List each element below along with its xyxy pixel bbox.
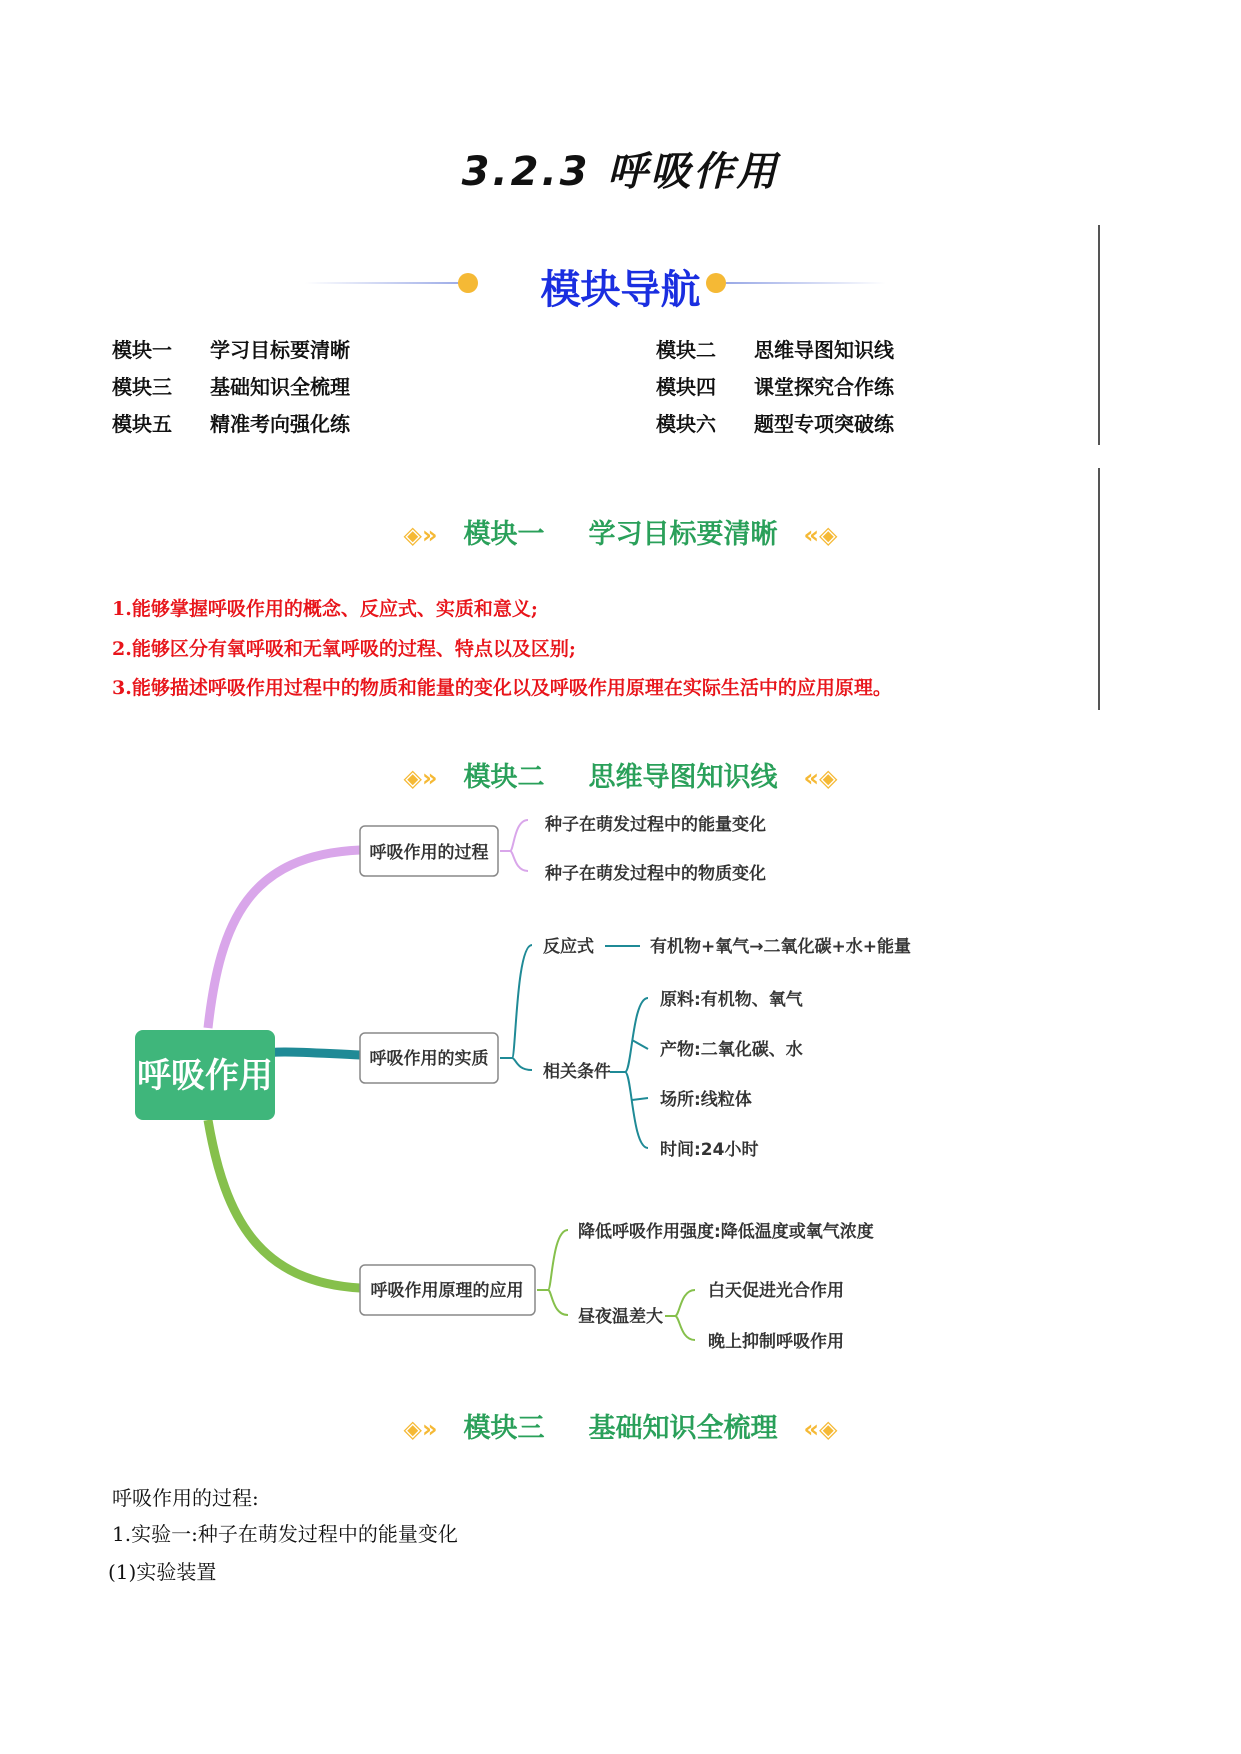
section-name: 思维导图知识线 [588, 762, 778, 793]
body-item-1: 1.实验一:种子在萌发过程中的能量变化 [112, 1522, 458, 1546]
condition-item: 时间:24小时 [660, 1140, 759, 1160]
nav-item-num: 模块四 [656, 375, 716, 399]
page-title: 3.2.3 呼吸作用 [461, 149, 780, 195]
nav-item-2[interactable] [656, 334, 894, 363]
ornament-icon: «◈ [803, 764, 838, 792]
nav-item-num: 模块三 [112, 375, 172, 399]
ornament-icon: «◈ [803, 521, 838, 549]
nav-item-label: 思维导图知识线 [754, 338, 894, 362]
conditions-label: 相关条件 [543, 1062, 611, 1082]
reaction-formula: 有机物+氧气→二氧化碳+水+能量 [650, 937, 911, 957]
section-name: 学习目标要清晰 [588, 519, 778, 550]
nav-item-num: 模块五 [112, 412, 172, 436]
condition-item: 产物:二氧化碳、水 [660, 1040, 803, 1060]
section-header-3 [0, 1406, 1241, 1445]
section-name: 基础知识全梳理 [588, 1413, 778, 1444]
branch-1-leaf: 种子在萌发过程中的物质变化 [545, 864, 766, 884]
nav-item-label: 课堂探究合作练 [754, 375, 894, 399]
nav-item-4[interactable] [656, 371, 894, 400]
condition-item: 场所:线粒体 [660, 1090, 752, 1110]
branch-1-bracket [500, 820, 528, 871]
branch-1-label: 呼吸作用的过程 [369, 843, 489, 863]
root-label: 呼吸作用 [137, 1056, 273, 1096]
section-header-1 [0, 512, 1241, 551]
branch-3-sub-label: 昼夜温差大 [578, 1307, 663, 1327]
branch-3-bracket [537, 1230, 568, 1315]
body-item-1-sub: (1)实验装置 [108, 1560, 217, 1584]
section-header-2 [0, 755, 1241, 794]
nav-item-5[interactable] [112, 408, 350, 437]
goal-item-1: 1.能够掌握呼吸作用的概念、反应式、实质和意义; [112, 598, 538, 620]
branch-3-sub-leaf: 晚上抑制呼吸作用 [708, 1332, 844, 1352]
ornament-icon: «◈ [803, 1415, 838, 1443]
nav-item-label: 学习目标要清晰 [210, 338, 350, 362]
mind-map [120, 800, 940, 1360]
branch-3-connector [208, 1120, 360, 1288]
goal-item-3: 3.能够描述呼吸作用过程中的物质和能量的变化以及呼吸作用原理在实际生活中的应用原理。 [112, 677, 892, 699]
condition-item: 原料:有机物、氧气 [660, 990, 803, 1010]
branch-3-sub-bracket [665, 1290, 695, 1340]
nav-item-num: 模块一 [112, 338, 172, 362]
ornament-icon: ◈» [403, 521, 438, 549]
section-num: 模块二 [463, 762, 545, 793]
branch-1-leaf: 种子在萌发过程中的能量变化 [545, 815, 766, 835]
branch-3-label: 呼吸作用原理的应用 [370, 1281, 524, 1301]
nav-item-3[interactable] [112, 371, 350, 400]
branch-2-label: 呼吸作用的实质 [369, 1049, 489, 1069]
body-heading: 呼吸作用的过程: [112, 1486, 259, 1510]
nav-item-1[interactable] [112, 334, 350, 363]
section-num: 模块一 [463, 519, 545, 550]
nav-item-label: 精准考向强化练 [210, 412, 350, 436]
ornament-icon: ◈» [403, 764, 438, 792]
nav-item-label: 题型专项突破练 [754, 412, 894, 436]
nav-item-num: 模块六 [656, 412, 716, 436]
branch-1-connector [208, 850, 360, 1028]
ornament-icon: ◈» [403, 1415, 438, 1443]
nav-heading: 模块导航 [540, 267, 701, 313]
conditions-bracket [610, 998, 648, 1148]
branch-3-leaf: 降低呼吸作用强度:降低温度或氧气浓度 [578, 1222, 874, 1242]
nav-item-num: 模块二 [656, 338, 716, 362]
reaction-label: 反应式 [543, 937, 594, 957]
nav-item-label: 基础知识全梳理 [210, 375, 350, 399]
section-num: 模块三 [463, 1413, 545, 1444]
goal-item-2: 2.能够区分有氧呼吸和无氧呼吸的过程、特点以及区别; [112, 638, 576, 660]
margin-line-bottom [1098, 468, 1100, 710]
branch-3-sub-leaf: 白天促进光合作用 [708, 1281, 844, 1301]
nav-item-6[interactable] [656, 408, 894, 437]
branch-2-bracket [500, 945, 532, 1070]
